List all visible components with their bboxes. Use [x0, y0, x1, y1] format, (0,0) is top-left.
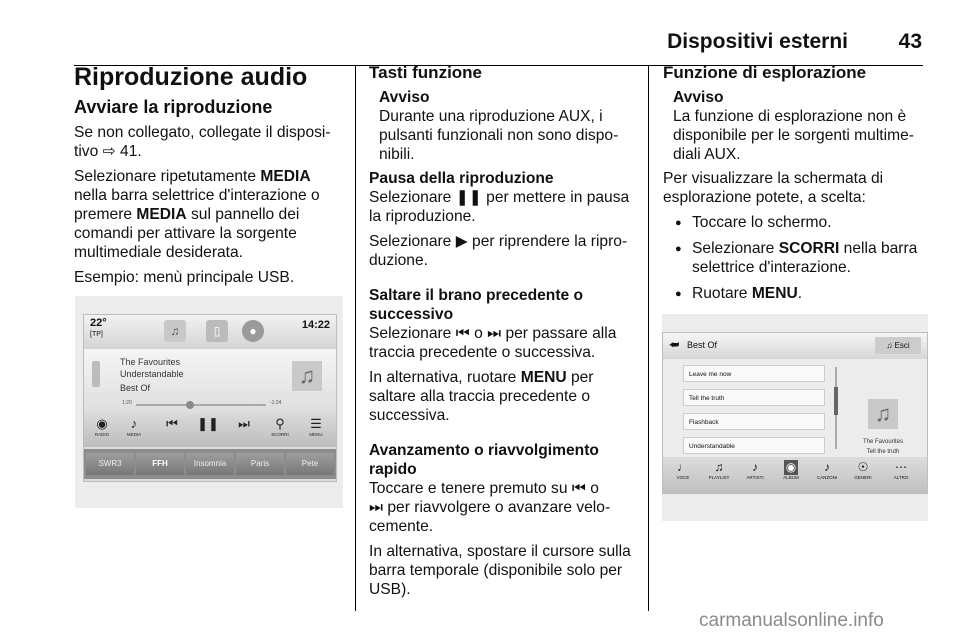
remaining-time: -1:24 — [270, 400, 282, 406]
heading-riproduzione-audio: Riproduzione audio — [74, 63, 308, 91]
list-item[interactable]: Flashback — [683, 413, 825, 430]
infotainment-screen — [662, 332, 928, 494]
album-button[interactable]: ◉ ALBUM — [783, 460, 799, 480]
browse-title: Best Of — [687, 340, 718, 350]
favourite-button[interactable]: Insomnia — [186, 453, 234, 475]
favourite-button[interactable]: FFH — [136, 453, 184, 475]
back-icon[interactable]: ⮨ — [669, 339, 680, 351]
generi-button[interactable]: ☉ GENERI — [847, 460, 879, 480]
voce-button[interactable]: ♩ VOCE — [667, 460, 699, 480]
album-cover-icon: ♫ — [868, 399, 898, 429]
next-icon: ⏭ — [487, 325, 502, 342]
favourite-button[interactable]: Pete — [286, 453, 334, 475]
paragraph: Se non collegato, collegate il disposi-tivo ⇨ 41. — [74, 124, 331, 160]
paragraph: Esempio: menù principale USB. — [74, 269, 295, 286]
list-item[interactable]: Understandable — [683, 437, 825, 454]
media-main-menu-image — [75, 296, 343, 508]
artist-icon: ♪ — [752, 460, 758, 474]
menu-button[interactable]: ☰ MENU — [298, 416, 334, 437]
list-item[interactable]: Tell the truth — [683, 389, 825, 406]
menu-icon: ☰ — [310, 416, 322, 431]
device-icon — [92, 361, 100, 387]
cover-title: The Favourites — [862, 439, 904, 445]
playlist-button[interactable]: ♫ PLAYLIST — [703, 460, 735, 480]
cover-subtitle: Tell the truth — [866, 449, 900, 455]
heading-tasti-funzione: Tasti funzione — [369, 63, 483, 82]
artisti-button[interactable]: ♪ ARTISTI — [739, 460, 771, 480]
track-list — [663, 359, 927, 457]
album: Best Of — [120, 383, 151, 393]
artist: Understandable — [120, 369, 184, 379]
more-icon: ⋯ — [895, 460, 907, 474]
previous-button[interactable] — [154, 416, 190, 432]
exit-button[interactable]: ♫ Esci — [875, 337, 921, 354]
page-link[interactable]: 41. — [120, 143, 142, 160]
page-number: 43 — [898, 30, 922, 53]
heading-avviare: Avviare la riproduzione — [74, 97, 273, 117]
paragraph: Selezionare ▶ per riprendere la ripro-duzione. — [369, 233, 628, 269]
clock: 14:22 — [301, 319, 330, 331]
voice-icon: ♩ — [677, 460, 689, 474]
page-header — [0, 14, 960, 54]
altro-button[interactable]: ⋯ ALTRO — [885, 460, 917, 480]
music-note-icon: ♪ — [130, 416, 138, 431]
paragraph: In alternativa, ruotare MENU per saltare alla traccia precedente o successiva. — [369, 369, 594, 424]
column-2 — [369, 62, 633, 605]
subheading-pausa: Pausa della riproduzione — [369, 170, 554, 187]
favourite-button[interactable]: Paris — [236, 453, 284, 475]
subheading-avanzamento: Avanzamento o riavvolgimento rapido — [369, 442, 599, 478]
phone-icon: ▯ — [206, 320, 228, 342]
canzoni-button[interactable]: ♪ CANZONI — [811, 460, 843, 480]
pause-icon: ❚❚ — [197, 416, 219, 431]
status-bar — [84, 315, 336, 349]
scrollbar[interactable] — [835, 367, 837, 449]
column-divider — [648, 66, 649, 611]
note: Avviso Durante una riproduzione AUX, i pulsanti funzionali non sono dispo-nibili. — [379, 89, 619, 163]
playlist-icon: ♫ — [714, 460, 724, 474]
paragraph: Selezionare ❚❚ per mettere in pausa la riproduzione. — [369, 189, 630, 225]
list-item: ● Ruotare MENU. — [663, 284, 927, 303]
browse-screen-image — [662, 314, 928, 521]
previous-icon: ⏮ — [166, 416, 178, 431]
favourite-button[interactable]: SWR3 — [86, 453, 134, 475]
next-icon: ⏭ — [238, 416, 250, 431]
watermark: carmanualsonline.info — [699, 610, 884, 631]
music-note-icon: ♪ — [824, 460, 830, 474]
browse-title-bar — [663, 333, 927, 359]
column-3 — [663, 62, 927, 310]
paragraph: In alternativa, spostare il cursore sulla barra temporale (disponibile solo per USB). — [369, 543, 631, 598]
paragraph: Selezionare ⏮ o ⏭ per passare alla traccia precedente o successiva. — [369, 325, 617, 361]
heading-esplorazione: Funzione di esplorazione — [663, 63, 867, 82]
infotainment-screen — [83, 314, 337, 482]
previous-icon: ⏮ — [571, 480, 586, 497]
radio-button[interactable]: ◉ RADIO — [84, 416, 120, 437]
bullet-list — [663, 213, 927, 303]
track-title: The Favourites — [120, 357, 181, 367]
play-icon: ▶ — [455, 233, 468, 250]
album-cover-icon: ♫ — [292, 361, 322, 391]
elapsed-time: 1:20 — [122, 400, 132, 406]
tp-indicator: [TP] — [90, 331, 103, 338]
paragraph: Selezionare ripetutamente MEDIA nella barra selettrice d'interazione o premere MEDIA sul pannello dei comandi per attivare la sorgente multimediale desiderata. — [74, 168, 320, 261]
column-divider — [355, 66, 356, 611]
temperature: 22° — [90, 317, 107, 329]
column-1 — [74, 62, 342, 293]
next-icon: ⏭ — [369, 499, 384, 516]
browse-control-bar — [663, 457, 927, 493]
genre-icon: ☉ — [857, 460, 869, 474]
subheading-saltare: Saltare il brano precedente o successivo — [369, 287, 584, 323]
list-item[interactable]: Leave me now — [683, 365, 825, 382]
info-icon: ● — [242, 320, 264, 342]
paragraph: Toccare e tenere premuto su ⏮ o ⏭ per riavvolgere o avanzare velo-cemente. — [369, 480, 611, 535]
media-button[interactable]: ♪ MEDIA — [116, 416, 152, 437]
cross-reference-icon[interactable]: ⇨ — [102, 143, 116, 160]
music-note-icon: ♫ — [164, 320, 186, 342]
search-icon: ⚲ — [275, 416, 285, 431]
pause-icon: ❚❚ — [455, 189, 482, 206]
radio-icon: ◉ — [96, 416, 108, 431]
next-button[interactable] — [226, 416, 262, 432]
now-playing — [84, 349, 336, 413]
album-icon: ◉ — [785, 460, 797, 474]
favourites-bar — [84, 449, 336, 479]
scorri-button[interactable]: ⚲ SCORRI — [262, 416, 298, 437]
progress-bar[interactable] — [136, 404, 266, 406]
paragraph: Per visualizzare la schermata di esplorazione potete, a scelta: — [663, 170, 884, 206]
list-item: ● Selezionare SCORRI nella barra selettrice d'interazione. — [663, 239, 927, 277]
control-bar — [84, 413, 336, 447]
list-item: ● Toccare lo schermo. — [663, 213, 927, 232]
previous-icon: ⏮ — [455, 325, 470, 342]
note: Avviso La funzione di esplorazione non è disponibile per le sorgenti multime-diali AUX. — [673, 89, 914, 163]
pause-button[interactable] — [190, 416, 226, 432]
section-title: Dispositivi esterni — [667, 30, 848, 53]
